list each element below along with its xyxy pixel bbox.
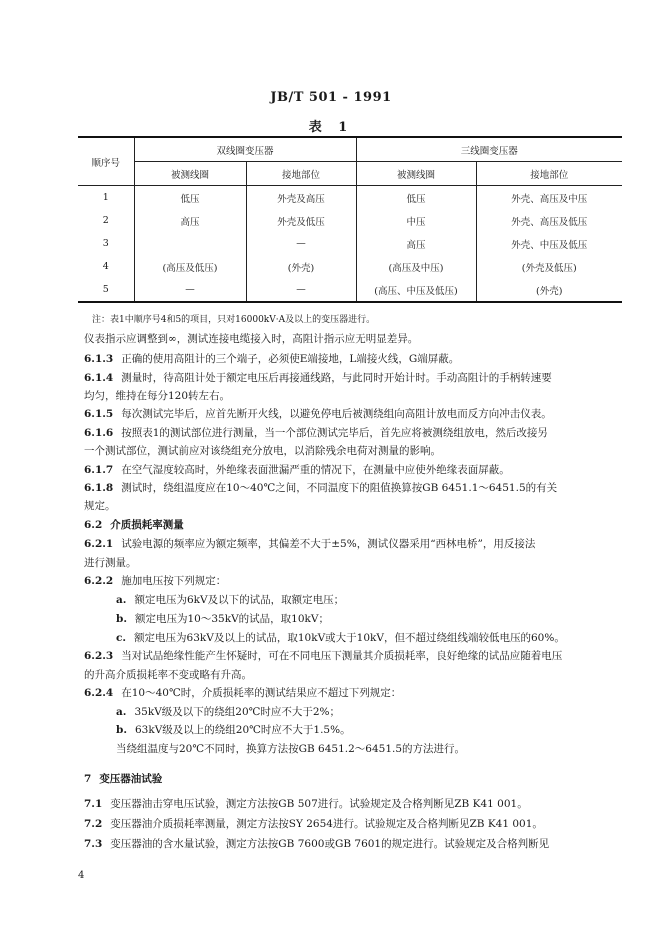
list-item: a. 35kV级及以下的绕组20℃时应不大于2%； (116, 706, 341, 718)
table-cell (134, 232, 246, 255)
table-cell: (外壳) (476, 278, 622, 302)
paragraph: 7.1 变压器油击穿电压试验，测定方法按GB 507进行。试验规定及合格判断见ZB K41 001。 (84, 798, 528, 810)
paragraph: 6.2.1 试验电源的频率应为额定频率，其偏差不大于±5%，测试仪器采用“西林电桥”，用反接法 (84, 538, 536, 550)
table-cell: 外壳、高压及低压 (476, 209, 622, 232)
table-cell: (高压及低压) (134, 255, 246, 278)
section-heading: 6.2 介质损耗率测量 (84, 519, 184, 531)
table-cell: — (246, 232, 356, 255)
group-header-three-winding: 三线圈变压器 (356, 137, 622, 162)
paragraph: 6.2.3 当对试品绝缘性能产生怀疑时，可在不同电压下测量其介质损耗率，良好绝缘的试品应随着电压 (84, 650, 563, 662)
table-cell: 2 (78, 209, 134, 232)
list-item: b. 63kV级及以上的绕组20℃时应不大于1.5%。 (116, 724, 351, 736)
paragraph: 7.2 变压器油介质损耗率测量，测定方法按SY 2654进行。试验规定及合格判断见ZB K41 001。 (84, 818, 543, 830)
sub-header-measured: 被测线圈 (356, 162, 476, 186)
paragraph: 仪表指示应调整到∞，测试连接电缆接入时，高阻计指示应无明显差异。 (84, 333, 419, 345)
paragraph: 一个测试部位，测试前应对该绕组充分放电，以消除残余电荷对测量的影响。 (84, 445, 441, 457)
paragraph: 6.1.7 在空气湿度较高时，外绝缘表面泄漏严重的情况下，在测量中应使外绝缘表面屏蔽。 (84, 464, 510, 476)
list-item: c. 额定电压为63kV及以上的试品，取10kV或大于10kV，但不超过绕组线端较低电压的60%。 (116, 632, 565, 644)
sub-header-ground: 接地部位 (246, 162, 356, 186)
table-cell: 高压 (356, 232, 476, 255)
paragraph: 6.1.3 正确的使用高阻计的三个端子，必须使E端接地，L端接火线，G端屏蔽。 (84, 353, 460, 365)
sub-header-ground: 接地部位 (476, 162, 622, 186)
table-cell: — (246, 278, 356, 302)
table-cell: 低压 (356, 186, 476, 210)
paragraph: 7.3 变压器油的含水量试验，测定方法按GB 7600或GB 7601的规定进行。试验规定及合格判断见 (84, 838, 550, 850)
table-cell: 高压 (134, 209, 246, 232)
table-cell: 外壳、高压及中压 (476, 186, 622, 210)
table-cell: 中压 (356, 209, 476, 232)
page-number: 4 (78, 870, 85, 881)
table-cell: 外壳及低压 (246, 209, 356, 232)
sub-header-measured: 被测线圈 (134, 162, 246, 186)
table-cell: 1 (78, 186, 134, 210)
paragraph: 6.2.4 在10～40℃时，介质损耗率的测试结果应不超过下列规定： (84, 687, 402, 699)
table-cell: (高压、中压及低压) (356, 278, 476, 302)
paragraph: 6.1.5 每次测试完毕后，应首先断开火线，以避免停电后被测绕组向高阻计放电而反方向冲击仪表。 (84, 408, 552, 420)
table-cell: (外壳及低压) (476, 255, 622, 278)
table-cell: 4 (78, 255, 134, 278)
table-cell: (外壳) (246, 255, 356, 278)
list-item: b. 额定电压为10～35kV的试品，取10kV； (116, 613, 329, 625)
paragraph: 6.1.4 测量时，待高阻计处于额定电压后再接通线路，与此同时开始计时。手动高阻计的手柄转速要 (84, 372, 552, 384)
paragraph: 6.2.2 施加电压按下列规定： (84, 575, 227, 587)
winding-test-table (78, 136, 622, 303)
table-cell: 3 (78, 232, 134, 255)
paragraph: 均匀，维持在每分120转左右。 (84, 390, 231, 402)
table-cell: 外壳、中压及低压 (476, 232, 622, 255)
paragraph: 6.1.6 按照表1的测试部位进行测量，当一个部位测试完毕后，首先应将被测绕组放电，然后改接另 (84, 427, 548, 439)
table-caption: 表 1 (308, 120, 354, 135)
table-cell: 5 (78, 278, 134, 302)
section-heading: 7 变压器油试验 (84, 773, 163, 785)
table-note: 注：表1中顺序号4和5的项目，只对16000kV·A及以上的变压器进行。 (92, 315, 376, 325)
paragraph: 6.1.8 测试时，绕组温度应在10～40℃之间，不同温度下的阻值换算按GB 6451.1～6451.5的有关 (84, 482, 558, 494)
list-item: a. 额定电压为6kV及以下的试品，取额定电压； (116, 594, 345, 606)
paragraph: 规定。 (84, 500, 116, 512)
paragraph: 的升高介质损耗率不变或略有升高。 (84, 669, 252, 681)
col-header-no: 顺序号 (78, 137, 134, 186)
paragraph: 当绕组温度与20℃不同时，换算方法按GB 6451.2～6451.5的方法进行。 (116, 743, 466, 755)
paragraph: 进行测量。 (84, 557, 137, 569)
table-cell: — (134, 278, 246, 302)
table-cell: 低压 (134, 186, 246, 210)
document-header: JB/T 501 - 1991 (270, 90, 392, 105)
table-cell: (高压及中压) (356, 255, 476, 278)
group-header-two-winding: 双线圈变压器 (134, 137, 356, 162)
table-cell: 外壳及高压 (246, 186, 356, 210)
